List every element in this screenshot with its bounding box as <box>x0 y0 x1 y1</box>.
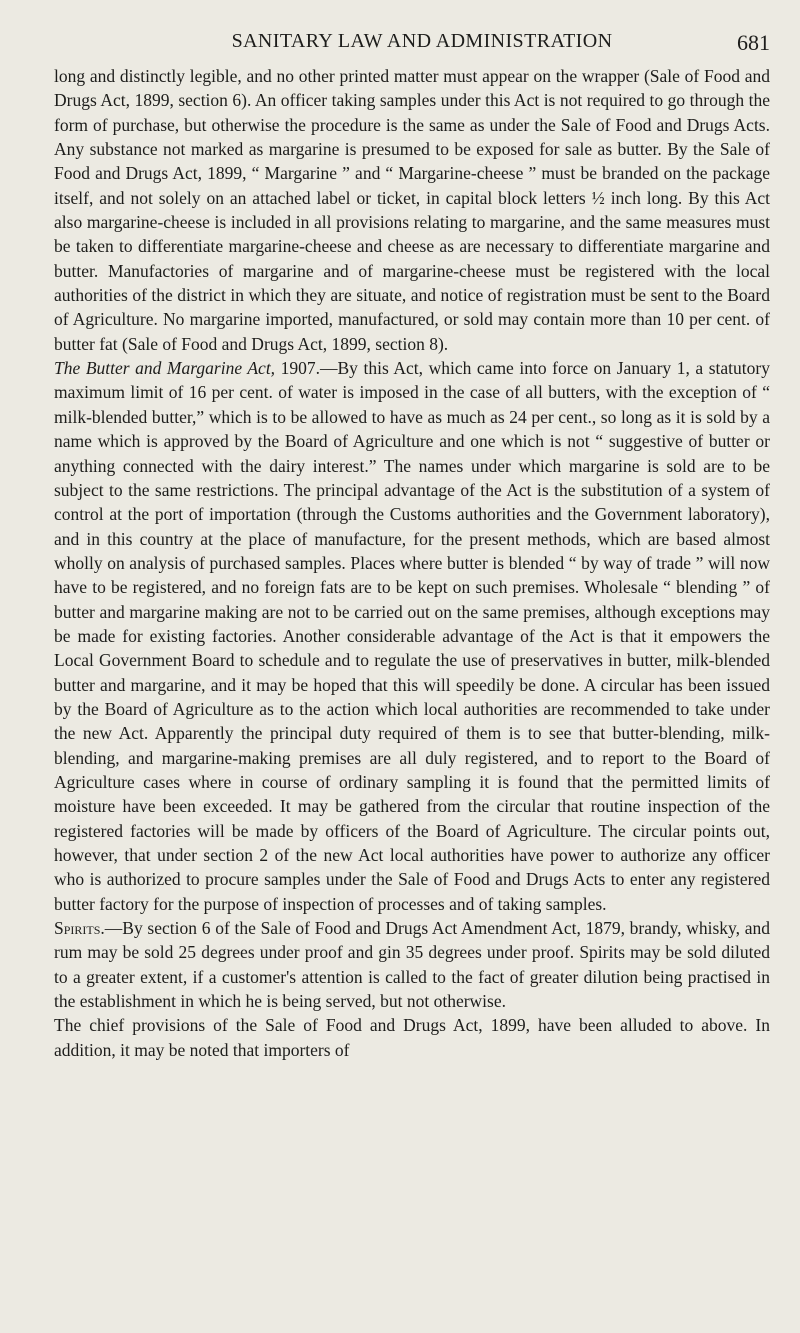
paragraph-text: 1907.—By this Act, which came into force on January 1, a statutory maximum limit of 16 per cent. of water is imposed in the case of all butters, with the exception of “ milk-blended butter,” which is to be allowed to have as much as 24 per cent., so long as it is sold by a name which is approved by the Board of Agriculture and one which is not “ suggestive of butter or anything connected with the dairy interest.” The names under which margarine is sold are to be subject to the same restrictions. The principal advantage of the Act is the substitution of a system of control at the port of importation (through the Customs authorities and the Government laboratory), and in this country at the place of manufacture, for the present methods, which are based almost wholly on analysis of purchased samples. Places where butter is blended “ by way of trade ” will now have to be registered, and no foreign fats are to be kept on such premises. Wholesale “ blending ” of butter and margarine making are not to be carried out on the same premises, although exceptions may be made for existing factories. Another considerable advantage of the Act is that it empowers the Local Government Board to schedule and to regulate the use of preservatives in butter, milk-blended butter and margarine, and it may be hoped that this will speedily be done. A circular has been issued by the Board of Agriculture as to the action which local authorities are recommended to take under the new Act. Apparently the principal duty required of them is to see that butter-blending, milk-blending, and margarine-making premises are all duly registered, and to report to the Board of Agriculture cases where in course of ordinary sampling it is found that the permitted limits of moisture have been exceeded. It may be gathered from the circular that routine inspection of the registered factories will be made by officers of the Board of Agriculture. The circular points out, however, that under section 2 of the new Act local authorities have power to authorize any officer who is authorized to procure samples under the Sale of Food and Drugs Acts to enter any registered butter factory for the purpose of inspection of processes and of taking samples. <box>54 358 770 914</box>
paragraph-chief-provisions <box>54 1013 770 1062</box>
page-number: 681 <box>737 30 770 55</box>
paragraph-butter-margarine-act <box>54 356 770 916</box>
paragraph-margarine-labelling <box>54 64 770 356</box>
page-header <box>54 30 770 58</box>
paragraph-text: The chief provisions of the Sale of Food and Drugs Act, 1899, have been alluded to above. In addition, it may be noted that importers of <box>54 1015 770 1060</box>
body-text <box>54 64 770 1062</box>
paragraph-spirits <box>54 916 770 1013</box>
paragraph-text: —By section 6 of the Sale of Food and Drugs Act Amendment Act, 1879, brandy, whisky, and rum may be sold 25 degrees under proof and gin 35 degrees under proof. Spirits may be sold diluted to a greater extent, if a customer's attention is called to the fact of greater dilution being practised in the establishment in which he is being served, but not otherwise. <box>54 918 770 1012</box>
running-head: SANITARY LAW AND ADMINISTRATION <box>231 30 613 52</box>
section-heading-small-caps: Spirits. <box>54 918 105 939</box>
paragraph-text: long and distinctly legible, and no other printed matter must appear on the wrapper (Sale of Food and Drugs Act, 1899, section 6). An officer taking samples under this Act is not required to go through the form of purchase, but otherwise the procedure is the same as under the Sale of Food and Drugs Acts. Any substance not marked as margarine is presumed to be exposed for sale as butter. By the Sale of Food and Drugs Act, 1899, “ Margarine ” and “ Margarine-cheese ” must be branded on the package itself, and not solely on an attached label or ticket, in capital block letters ½ inch long. By this Act also margarine-cheese is included in all provisions relating to margarine, and the same measures must be taken to differentiate margarine-cheese and cheese as are necessary to differentiate margarine and butter. Manufactories of margarine and of margarine-cheese must be registered with the local authorities of the district in which they are situate, and notice of registration must be sent to the Board of Agriculture. No margarine imported, manufactured, or sold may contain more than 10 per cent. of butter fat (Sale of Food and Drugs Act, 1899, section 8). <box>54 66 770 354</box>
section-heading-italic: The Butter and Margarine Act, <box>54 358 276 379</box>
